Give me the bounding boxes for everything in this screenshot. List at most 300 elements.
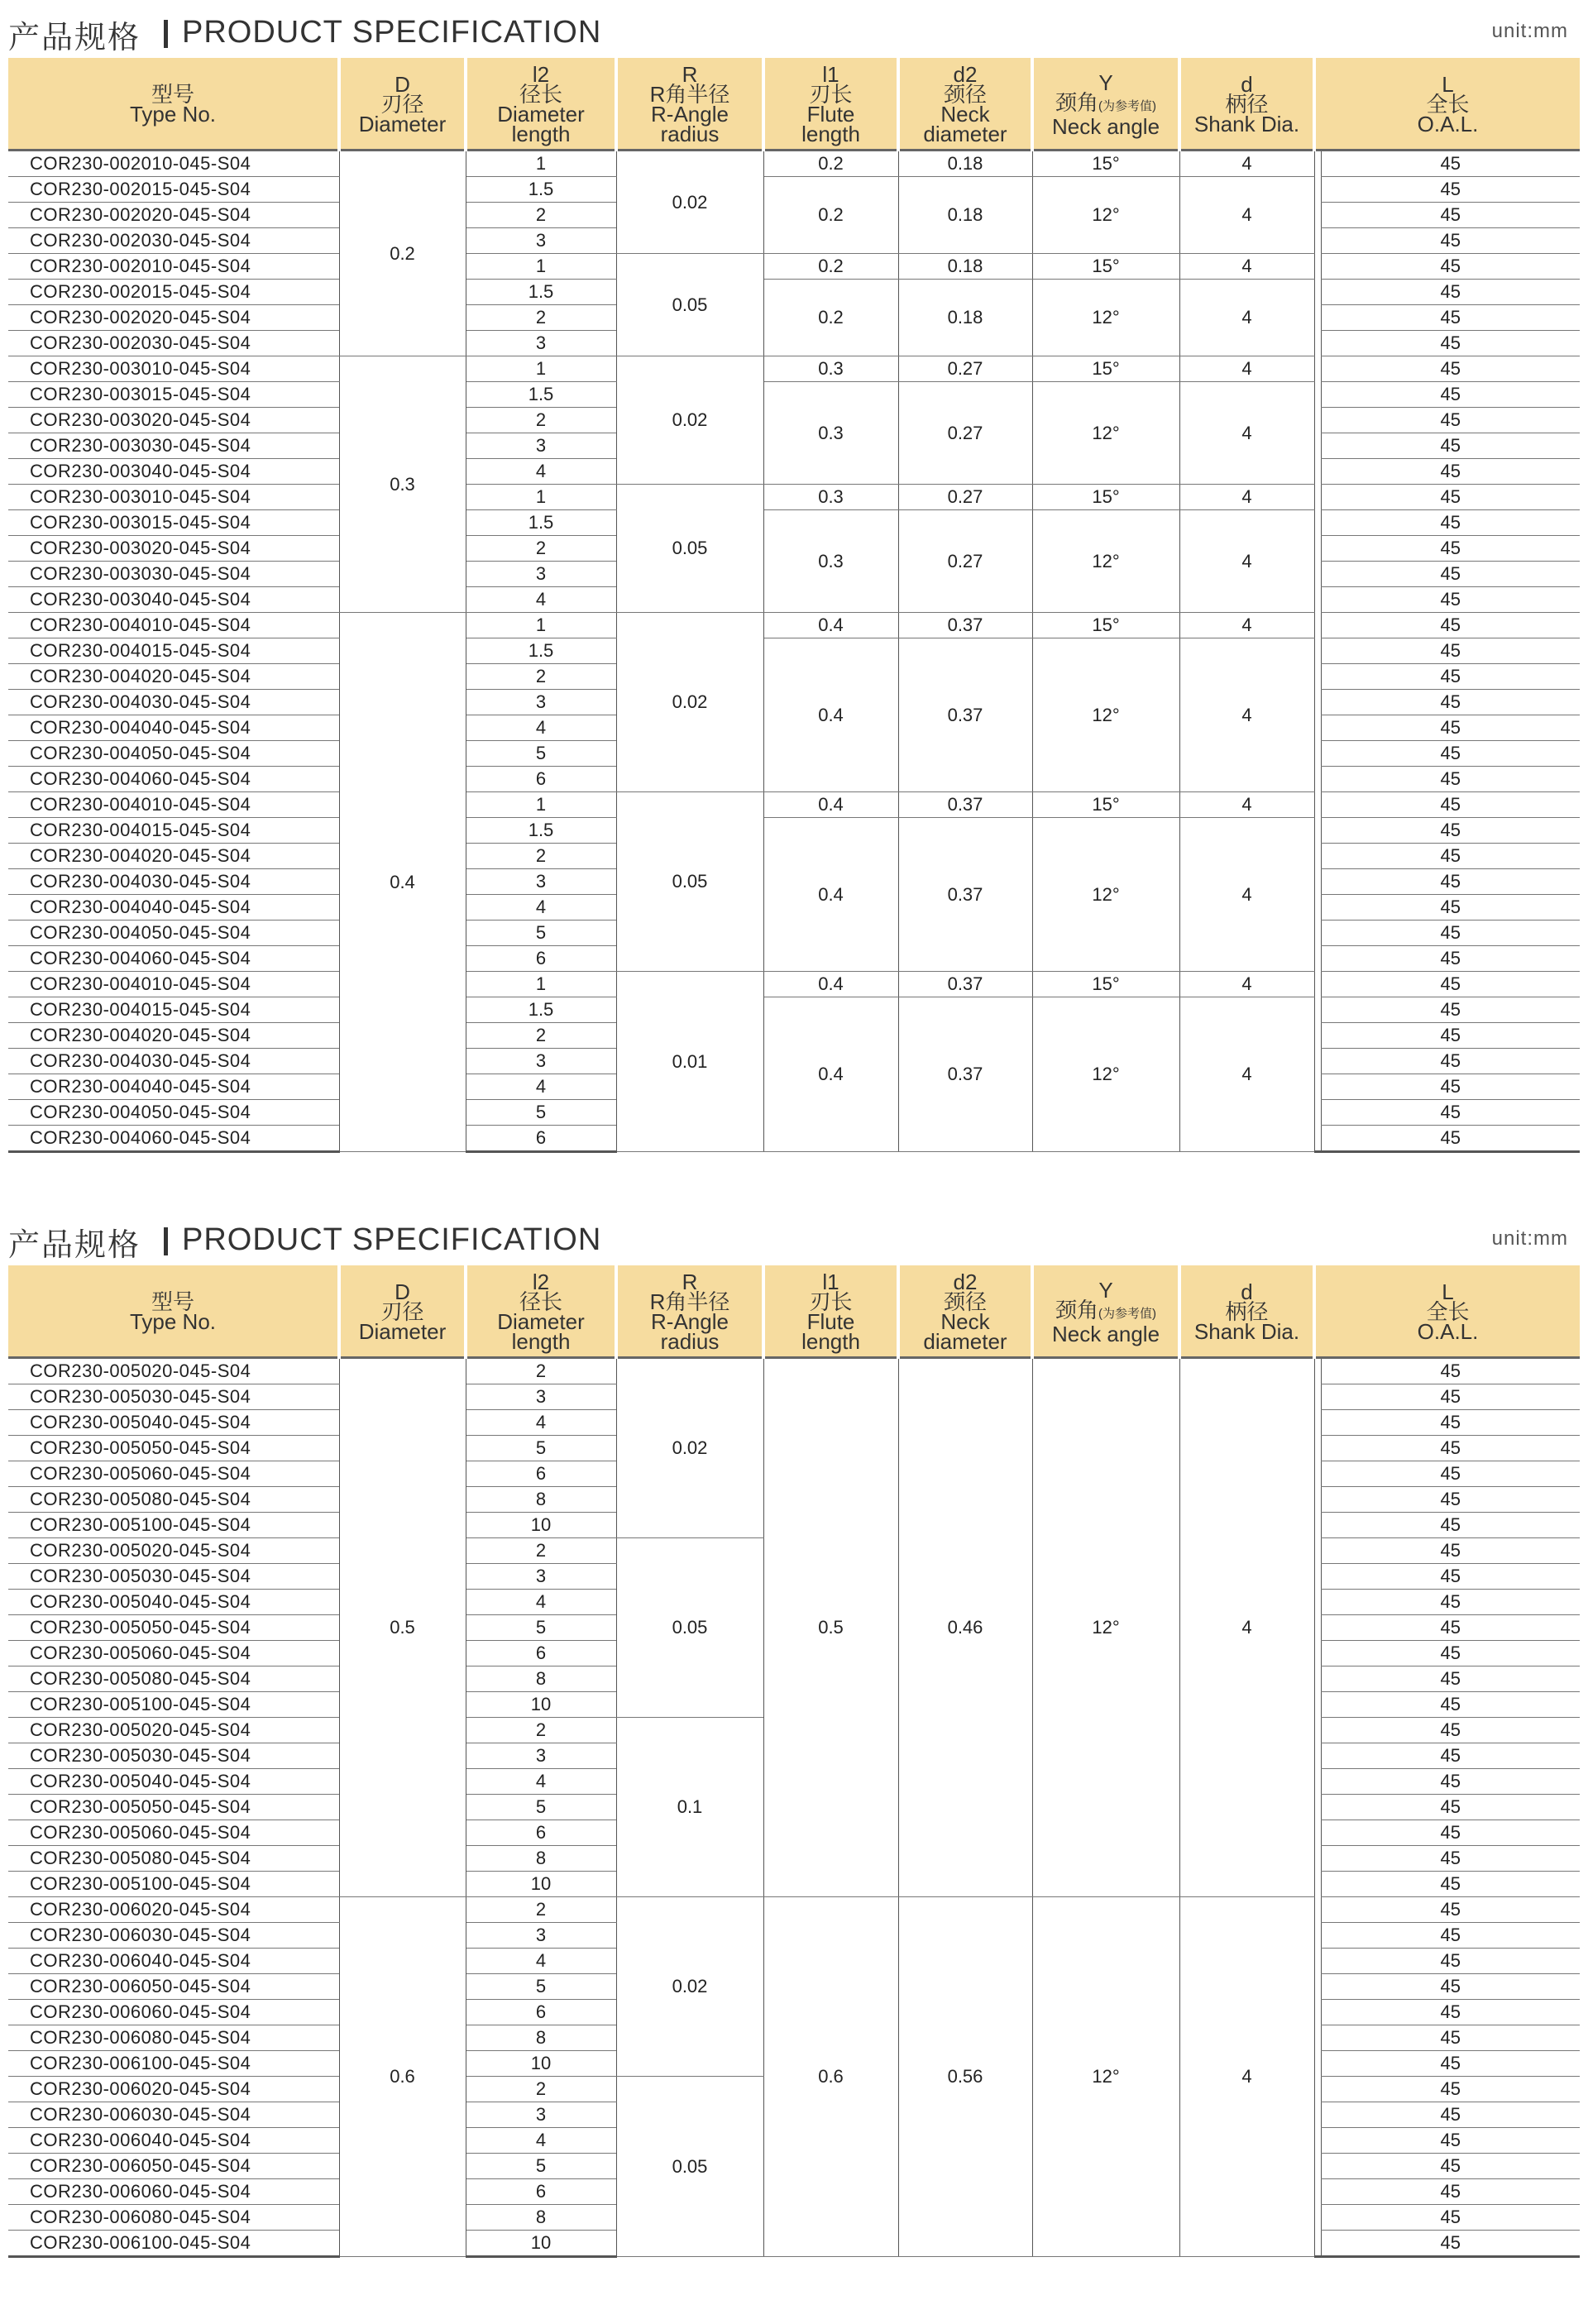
r-angle-cell: 0.02 [616,1358,763,1538]
type-no-cell: COR230-004030-045-S04 [8,690,339,715]
column-gap [1314,1641,1321,1666]
header-line: 刃长 [809,82,853,107]
shank-dia-cell: 4 [1179,792,1314,818]
column-gap [1314,459,1321,485]
type-no-cell: COR230-006030-045-S04 [8,1923,339,1949]
oal-cell: 45 [1321,536,1580,562]
type-no-cell: COR230-006050-045-S04 [8,2154,339,2179]
diameter-length-cell: 3 [466,1384,616,1410]
oal-cell: 45 [1321,1049,1580,1074]
column-gap [1314,1923,1321,1949]
header-line: l1 [822,1270,839,1294]
oal-cell: 45 [1321,382,1580,408]
header-line: O.A.L. [1417,1319,1479,1344]
spec-section-2 [8,1216,1580,2258]
header-line: 颈径 [943,82,987,107]
diameter-length-cell: 4 [466,587,616,613]
header-line: d2 [953,62,978,87]
column-gap [1314,1100,1321,1126]
header-line: Neck [940,1309,990,1334]
type-no-cell: COR230-003030-045-S04 [8,562,339,587]
oal-cell: 45 [1321,921,1580,946]
column-gap [1314,562,1321,587]
oal-cell: 45 [1321,2128,1580,2154]
header-line: L [1442,72,1454,97]
header-r-angle-radius [616,58,763,151]
oal-cell: 45 [1321,972,1580,997]
column-gap [1314,1487,1321,1513]
type-no-cell: COR230-006050-045-S04 [8,1974,339,2000]
table-row [8,997,1580,1023]
header-diameter [339,1265,466,1358]
diameter-length-cell: 6 [466,2000,616,2025]
diameter-cell: 0.5 [339,1358,466,1897]
header-line: 全长 [1426,92,1470,117]
header-line: 刃径 [380,92,424,117]
diameter-length-cell: 5 [466,1100,616,1126]
table-row [8,638,1580,664]
header-line: d [1241,1279,1253,1304]
oal-cell: 45 [1321,1513,1580,1538]
column-gap [1314,2154,1321,2179]
type-no-cell: COR230-005030-045-S04 [8,1743,339,1769]
oal-cell: 45 [1321,228,1580,254]
header-line: Shank Dia. [1193,1319,1300,1344]
type-no-cell: COR230-005060-045-S04 [8,1641,339,1666]
flute-length-cell: 0.5 [763,1358,898,1897]
oal-cell: 45 [1321,2025,1580,2051]
r-angle-cell: 0.01 [616,972,763,1152]
oal-cell: 45 [1321,177,1580,203]
type-no-cell: COR230-006060-045-S04 [8,2000,339,2025]
flute-length-cell: 0.2 [763,254,898,280]
column-gap [1314,510,1321,536]
header-line: 刃径 [380,1299,424,1324]
type-no-cell: COR230-004015-045-S04 [8,638,339,664]
diameter-length-cell: 1.5 [466,382,616,408]
flute-length-cell: 0.2 [763,177,898,254]
header-line: 刃长 [809,1289,853,1314]
column-gap [1314,254,1321,280]
diameter-length-cell: 1.5 [466,638,616,664]
table-row [8,382,1580,408]
diameter-length-cell: 1.5 [466,280,616,305]
shank-dia-cell: 4 [1179,254,1314,280]
header-line: R角半径 [649,1289,730,1314]
r-angle-cell: 0.05 [616,1538,763,1718]
type-no-cell: COR230-002015-045-S04 [8,280,339,305]
column-gap [1314,433,1321,459]
oal-cell: 45 [1321,1358,1580,1384]
column-gap [1314,280,1321,305]
type-no-cell: COR230-005020-045-S04 [8,1718,339,1743]
r-angle-cell: 0.1 [616,1718,763,1897]
header-line: L [1442,1279,1454,1304]
diameter-length-cell: 1.5 [466,997,616,1023]
flute-length-cell: 0.4 [763,997,898,1152]
type-no-cell: COR230-004020-045-S04 [8,664,339,690]
column-gap [1314,1795,1321,1820]
column-gap [1314,1410,1321,1436]
column-gap [1314,792,1321,818]
diameter-length-cell: 2 [466,1538,616,1564]
r-angle-cell: 0.02 [616,151,763,254]
table-header [8,1265,1580,1358]
oal-cell: 45 [1321,1846,1580,1872]
flute-length-cell: 0.6 [763,1897,898,2257]
header-line: 柄径 [1225,92,1269,117]
column-gap [1314,1538,1321,1564]
oal-cell: 45 [1321,1872,1580,1897]
type-no-cell: COR230-005060-045-S04 [8,1820,339,1846]
oal-cell: 45 [1321,1074,1580,1100]
column-gap [1314,741,1321,767]
type-no-cell: COR230-003030-045-S04 [8,433,339,459]
diameter-cell: 0.6 [339,1897,466,2257]
oal-cell: 45 [1321,510,1580,536]
column-gap [1314,818,1321,844]
type-no-cell: COR230-002020-045-S04 [8,305,339,331]
oal-cell: 45 [1321,1641,1580,1666]
diameter-length-cell: 1 [466,485,616,510]
column-gap [1314,2205,1321,2231]
header-line: d [1241,72,1253,97]
r-angle-cell: 0.05 [616,792,763,972]
diameter-length-cell: 4 [466,1769,616,1795]
oal-cell: 45 [1321,2205,1580,2231]
shank-dia-cell: 4 [1179,485,1314,510]
neck-diameter-cell: 0.27 [898,485,1032,510]
diameter-length-cell: 2 [466,305,616,331]
oal-cell: 45 [1321,690,1580,715]
header-type-no [8,58,339,151]
type-no-cell: COR230-003010-045-S04 [8,356,339,382]
neck-angle-cell: 12° [1032,510,1179,613]
neck-diameter-cell: 0.37 [898,613,1032,638]
diameter-length-cell: 10 [466,1872,616,1897]
column-gap [1314,1564,1321,1590]
type-no-cell: COR230-006080-045-S04 [8,2205,339,2231]
oal-cell: 45 [1321,331,1580,356]
diameter-length-cell: 4 [466,1590,616,1615]
diameter-length-cell: 5 [466,921,616,946]
column-gap [1314,228,1321,254]
type-no-cell: COR230-006040-045-S04 [8,2128,339,2154]
oal-cell: 45 [1321,203,1580,228]
column-gap [1314,1949,1321,1974]
neck-angle-cell: 15° [1032,792,1179,818]
section-title [8,1216,1580,1265]
type-no-cell: COR230-004010-045-S04 [8,613,339,638]
oal-cell: 45 [1321,1487,1580,1513]
oal-cell: 45 [1321,1949,1580,1974]
header-line: l2 [532,1270,550,1294]
diameter-length-cell: 1 [466,356,616,382]
diameter-length-cell: 8 [466,1846,616,1872]
header-line: Shank Dia. [1193,112,1300,136]
r-angle-cell: 0.05 [616,2077,763,2257]
neck-diameter-cell: 0.27 [898,382,1032,485]
oal-cell: 45 [1321,895,1580,921]
column-gap [1314,2128,1321,2154]
oal-cell: 45 [1321,946,1580,972]
diameter-length-cell: 3 [466,562,616,587]
type-no-cell: COR230-005080-045-S04 [8,1487,339,1513]
type-no-cell: COR230-004010-045-S04 [8,972,339,997]
column-gap [1314,895,1321,921]
diameter-length-cell: 4 [466,1410,616,1436]
type-no-cell: COR230-004015-045-S04 [8,818,339,844]
header-line: Diameter [497,102,585,127]
column-gap [1314,715,1321,741]
oal-cell: 45 [1321,1384,1580,1410]
diameter-length-cell: 2 [466,1023,616,1049]
type-no-cell: COR230-004050-045-S04 [8,741,339,767]
shank-dia-cell: 4 [1179,510,1314,613]
header-line: Diameter [358,1319,447,1344]
table-row [8,177,1580,203]
diameter-length-cell: 2 [466,536,616,562]
header-line: O.A.L. [1417,112,1479,136]
oal-cell: 45 [1321,1718,1580,1743]
type-no-cell: COR230-003015-045-S04 [8,382,339,408]
r-angle-cell: 0.02 [616,356,763,485]
oal-cell: 45 [1321,1564,1580,1590]
type-no-cell: COR230-005100-045-S04 [8,1872,339,1897]
diameter-length-cell: 10 [466,1513,616,1538]
diameter-length-cell: 3 [466,228,616,254]
column-gap [1314,2102,1321,2128]
diameter-length-cell: 6 [466,2179,616,2205]
column-gap [1314,921,1321,946]
header-line: Y [1098,69,1113,95]
header-flute-length [763,58,898,151]
header-line: Type No. [129,102,217,127]
r-angle-cell: 0.05 [616,254,763,356]
diameter-length-cell: 1 [466,613,616,638]
oal-cell: 45 [1321,818,1580,844]
diameter-length-cell: 8 [466,2025,616,2051]
shank-dia-cell: 4 [1179,177,1314,254]
flute-length-cell: 0.4 [763,818,898,972]
column-gap [1314,1384,1321,1410]
type-no-cell: COR230-006100-045-S04 [8,2051,339,2077]
diameter-length-cell: 4 [466,1074,616,1100]
oal-cell: 45 [1321,2179,1580,2205]
oal-cell: 45 [1321,433,1580,459]
flute-length-cell: 0.4 [763,613,898,638]
flute-length-cell: 0.2 [763,151,898,177]
type-no-cell: COR230-002010-045-S04 [8,254,339,280]
shank-dia-cell: 4 [1179,356,1314,382]
oal-cell: 45 [1321,2102,1580,2128]
diameter-length-cell: 3 [466,433,616,459]
table-row [8,280,1580,305]
type-no-cell: COR230-002030-045-S04 [8,228,339,254]
type-no-cell: COR230-004050-045-S04 [8,1100,339,1126]
oal-cell: 45 [1321,2154,1580,2179]
header-note: (为参考值) [1098,1306,1156,1321]
diameter-length-cell: 4 [466,895,616,921]
column-gap [1314,638,1321,664]
oal-cell: 45 [1321,869,1580,895]
diameter-length-cell: 10 [466,1692,616,1718]
diameter-length-cell: 2 [466,1358,616,1384]
type-no-cell: COR230-004040-045-S04 [8,1074,339,1100]
oal-cell: 45 [1321,2051,1580,2077]
column-gap [1314,767,1321,792]
header-line: 径长 [519,1289,562,1314]
header-line: Diameter [358,112,447,136]
header-line: diameter [923,122,1007,146]
header-line: Type No. [129,1309,217,1334]
title-divider [164,20,168,48]
table-header [8,58,1580,151]
column-gap [1314,485,1321,510]
unit-label: unit:mm [1491,1227,1568,1250]
oal-cell: 45 [1321,715,1580,741]
diameter-length-cell: 1 [466,792,616,818]
type-no-cell: COR230-005030-045-S04 [8,1564,339,1590]
oal-cell: 45 [1321,1743,1580,1769]
oal-cell: 45 [1321,1820,1580,1846]
type-no-cell: COR230-005020-045-S04 [8,1538,339,1564]
oal-cell: 45 [1321,1126,1580,1152]
column-gap [1314,2025,1321,2051]
header-line: length [801,122,860,146]
r-angle-cell: 0.02 [616,1897,763,2077]
neck-diameter-cell: 0.18 [898,177,1032,254]
column-gap [1314,997,1321,1023]
column-gap [1314,1615,1321,1641]
diameter-length-cell: 3 [466,869,616,895]
diameter-length-cell: 4 [466,2128,616,2154]
diameter-length-cell: 1 [466,151,616,177]
type-no-cell: COR230-005040-045-S04 [8,1410,339,1436]
type-no-cell: COR230-004060-045-S04 [8,767,339,792]
table-row [8,818,1580,844]
header-r-angle-radius [616,1265,763,1358]
diameter-length-cell: 8 [466,2205,616,2231]
table-row [8,792,1580,818]
type-no-cell: COR230-004040-045-S04 [8,715,339,741]
column-gap [1314,1074,1321,1100]
oal-cell: 45 [1321,1974,1580,2000]
flute-length-cell: 0.2 [763,280,898,356]
oal-cell: 45 [1321,2000,1580,2025]
oal-cell: 45 [1321,1590,1580,1615]
diameter-length-cell: 6 [466,1641,616,1666]
shank-dia-cell: 4 [1179,1897,1314,2257]
table-row [8,1358,1580,1384]
diameter-length-cell: 4 [466,715,616,741]
header-note: (为参考值) [1098,98,1156,113]
neck-angle-cell: 15° [1032,485,1179,510]
section-title-cn: 产品规格 [8,19,141,55]
header-line: R-Angle [651,1309,729,1334]
type-no-cell: COR230-006040-045-S04 [8,1949,339,1974]
diameter-length-cell: 1 [466,254,616,280]
header-shank-dia [1179,58,1314,151]
type-no-cell: COR230-004015-045-S04 [8,997,339,1023]
header-type-no [8,1265,339,1358]
neck-diameter-cell: 0.37 [898,818,1032,972]
table-row [8,510,1580,536]
column-gap [1314,1436,1321,1461]
diameter-length-cell: 4 [466,459,616,485]
type-no-cell: COR230-005100-045-S04 [8,1692,339,1718]
neck-diameter-cell: 0.27 [898,510,1032,613]
type-no-cell: COR230-005100-045-S04 [8,1513,339,1538]
type-no-cell: COR230-006080-045-S04 [8,2025,339,2051]
diameter-length-cell: 2 [466,1897,616,1923]
diameter-length-cell: 3 [466,1564,616,1590]
column-gap [1314,664,1321,690]
header-oal [1314,1265,1580,1358]
neck-angle-cell: 15° [1032,613,1179,638]
column-gap [1314,972,1321,997]
diameter-length-cell: 3 [466,690,616,715]
type-no-cell: COR230-004050-045-S04 [8,921,339,946]
header-line: Y [1098,1277,1113,1303]
neck-angle-cell: 15° [1032,356,1179,382]
type-no-cell: COR230-005040-045-S04 [8,1769,339,1795]
column-gap [1314,177,1321,203]
diameter-cell: 0.3 [339,356,466,613]
diameter-length-cell: 3 [466,1049,616,1074]
spec-table-1 [8,58,1580,1153]
type-no-cell: COR230-004060-045-S04 [8,946,339,972]
type-no-cell: COR230-004040-045-S04 [8,895,339,921]
type-no-cell: COR230-003040-045-S04 [8,459,339,485]
neck-diameter-cell: 0.18 [898,151,1032,177]
type-no-cell: COR230-002015-045-S04 [8,177,339,203]
header-line: Neck [940,102,990,127]
diameter-length-cell: 5 [466,1436,616,1461]
diameter-length-cell: 1.5 [466,510,616,536]
oal-cell: 45 [1321,792,1580,818]
oal-cell: 45 [1321,254,1580,280]
header-line: 型号 [151,1289,194,1314]
type-no-cell: COR230-005080-045-S04 [8,1666,339,1692]
flute-length-cell: 0.4 [763,972,898,997]
header-line-wrap [1036,1297,1176,1324]
diameter-length-cell: 8 [466,1666,616,1692]
r-angle-cell: 0.02 [616,613,763,792]
diameter-length-cell: 2 [466,844,616,869]
type-no-cell: COR230-006020-045-S04 [8,2077,339,2102]
oal-cell: 45 [1321,844,1580,869]
type-no-cell: COR230-004060-045-S04 [8,1126,339,1152]
diameter-length-cell: 2 [466,1718,616,1743]
diameter-length-cell: 10 [466,2231,616,2257]
flute-length-cell: 0.4 [763,792,898,818]
type-no-cell: COR230-005030-045-S04 [8,1384,339,1410]
column-gap [1314,1743,1321,1769]
header-oal [1314,58,1580,151]
neck-angle-cell: 12° [1032,177,1179,254]
type-no-cell: COR230-005050-045-S04 [8,1795,339,1820]
column-gap [1314,151,1321,177]
diameter-length-cell: 6 [466,946,616,972]
oal-cell: 45 [1321,408,1580,433]
shank-dia-cell: 4 [1179,151,1314,177]
header-line: R角半径 [649,82,730,107]
type-no-cell: COR230-003020-045-S04 [8,536,339,562]
shank-dia-cell: 4 [1179,1358,1314,1897]
flute-length-cell: 0.3 [763,485,898,510]
shank-dia-cell: 4 [1179,382,1314,485]
